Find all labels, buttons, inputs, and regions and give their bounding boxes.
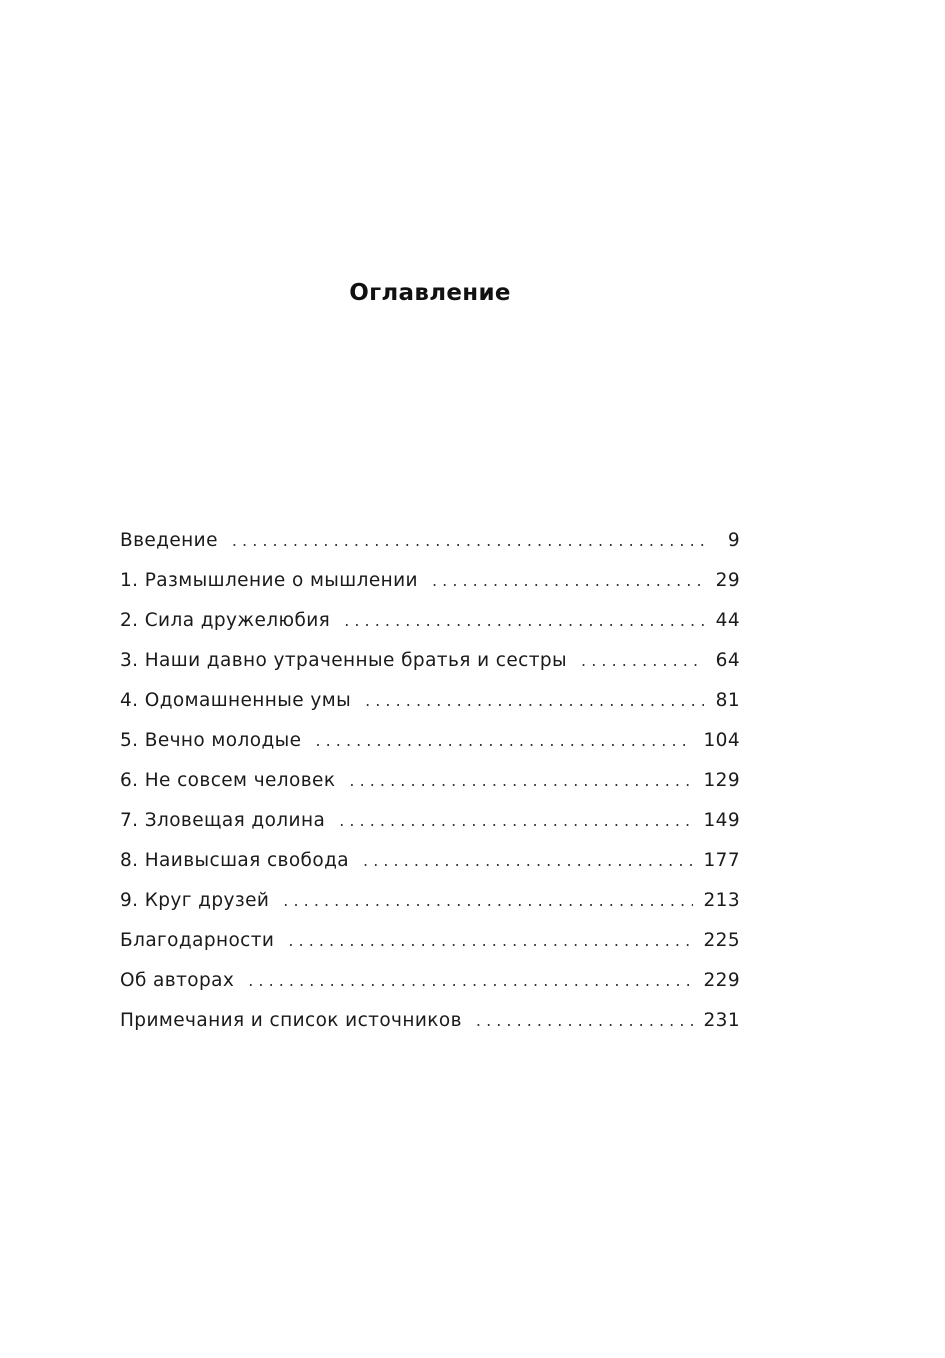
toc-entry-label: 2. Сила дружелюбия	[120, 610, 331, 631]
toc-entry-page: 44	[715, 610, 740, 631]
toc-entry-label: 8. Наивысшая свобода	[120, 850, 350, 871]
toc-entry-label: 1. Размышление о мышлении	[120, 570, 418, 591]
dot-leader	[232, 531, 704, 550]
toc-entry-label: 3. Наши давно утраченные братья и сестры	[120, 650, 568, 671]
dot-leader	[581, 651, 704, 670]
toc-entry-chapter-9[interactable]	[120, 890, 740, 930]
dot-leader	[288, 931, 693, 950]
toc-entry-page: 29	[715, 570, 740, 591]
toc-entry-notes-sources[interactable]	[120, 1010, 740, 1050]
toc-entry-label: 6. Не совсем человек	[120, 770, 336, 791]
toc-entry-label: Примечания и список источников	[120, 1010, 462, 1031]
dot-leader	[248, 971, 693, 990]
toc-entry-page: 149	[703, 810, 740, 831]
toc-entry-label: 4. Одомашненные умы	[120, 690, 352, 711]
toc-entry-page: 64	[715, 650, 740, 671]
dot-leader	[365, 691, 704, 710]
toc-entry-chapter-3[interactable]	[120, 650, 740, 690]
toc-entry-page: 104	[703, 730, 740, 751]
dot-leader	[432, 571, 704, 590]
dot-leader	[315, 731, 693, 750]
toc-entry-label: 5. Вечно молодые	[120, 730, 302, 751]
toc-entry-chapter-1[interactable]	[120, 570, 740, 610]
toc-entry-chapter-8[interactable]	[120, 850, 740, 890]
toc-entry-page: 229	[703, 970, 740, 991]
toc-entry-chapter-4[interactable]	[120, 690, 740, 730]
toc-entry-chapter-6[interactable]	[120, 770, 740, 810]
dot-leader	[283, 891, 693, 910]
toc-entry-label: Благодарности	[120, 930, 275, 951]
dot-leader	[349, 771, 693, 790]
toc-entry-about-authors[interactable]	[120, 970, 740, 1010]
toc-entry-label: 7. Зловещая долина	[120, 810, 326, 831]
toc-entry-page: 9	[727, 530, 740, 551]
dot-leader	[476, 1011, 694, 1030]
toc-entry-page: 231	[703, 1010, 740, 1031]
toc-entry-label: 9. Круг друзей	[120, 890, 270, 911]
toc-entry-chapter-5[interactable]	[120, 730, 740, 770]
toc-entry-page: 225	[703, 930, 740, 951]
toc-entry-page: 81	[715, 690, 740, 711]
toc-entry-label: Об авторах	[120, 970, 235, 991]
page-title: Оглавление	[349, 280, 511, 306]
table-of-contents	[120, 530, 740, 1050]
toc-entry-acknowledgements[interactable]	[120, 930, 740, 970]
toc-entry-label: Введение	[120, 530, 218, 551]
dot-leader	[339, 811, 693, 830]
dot-leader	[363, 851, 693, 870]
toc-entry-page: 177	[703, 850, 740, 871]
toc-entry-introduction[interactable]	[120, 530, 740, 570]
toc-entry-page: 129	[703, 770, 740, 791]
dot-leader	[344, 611, 704, 630]
toc-entry-page: 213	[703, 890, 740, 911]
toc-entry-chapter-7[interactable]	[120, 810, 740, 850]
toc-entry-chapter-2[interactable]	[120, 610, 740, 650]
